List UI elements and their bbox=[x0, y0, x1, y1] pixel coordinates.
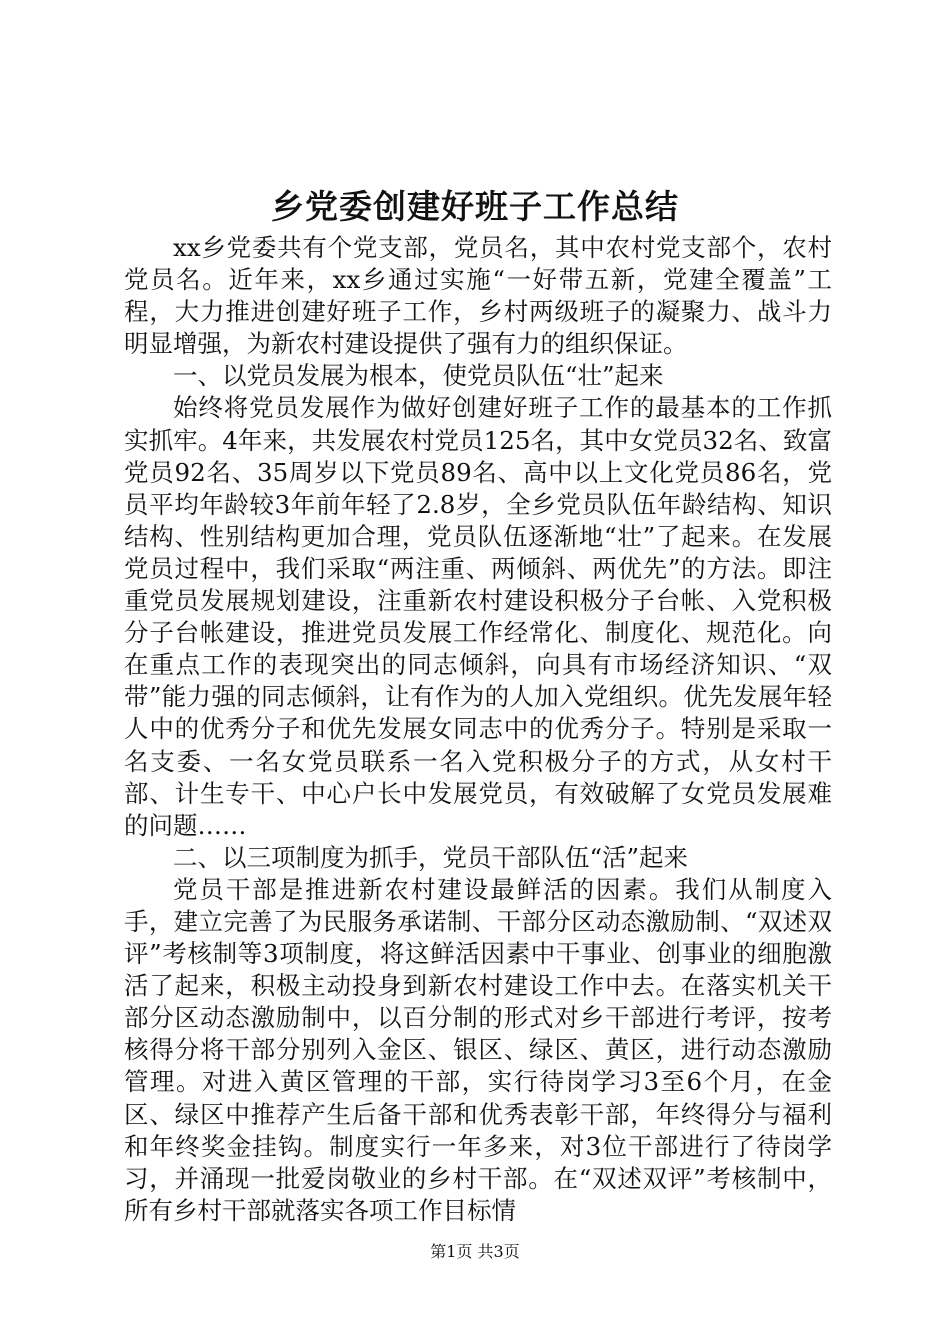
paragraph-section-1: 始终将党员发展作为做好创建好班子工作的最基本的工作抓实抓牢。4年来，共发展农村党员125名，其中女党员32名、致富党员92名、35周岁以下党员89名、高中以上文化党员86名，党员平均年龄较3年前年轻了2.8岁，全乡党员队伍年龄结构、知识结构、性别结构更加合理，党员队伍逐渐地“壮”了起来。在发展党员过程中，我们采取“两注重、两倾斜、两优先”的方法。即注重党员发展规划建设，注重新农村建设积极分子台帐、入党积极分子台帐建设，推进党员发展工作经常化、制度化、规范化。向在重点工作的表现突出的同志倾斜，向具有市场经济知识、“双带”能力强的同志倾斜，让有作为的人加入党组织。优先发展年轻人中的优秀分子和优先发展女同志中的优秀分子。特别是采取一名支委、一名女党员联系一名入党积极分子的方式，从女村干部、计生专干、中心户长中发展党员，有效破解了女党员发展难的问题…… bbox=[124, 393, 832, 840]
document-title: 乡党委创建好班子工作总结 bbox=[271, 187, 679, 226]
page-footer bbox=[0, 1240, 950, 1264]
page-number-total: 共3页 bbox=[477, 1242, 520, 1261]
page-number-current: 第1页 bbox=[430, 1242, 473, 1261]
section-heading-1: 一、以党员发展为根本，使党员队伍“壮”起来 bbox=[173, 361, 664, 391]
document-body bbox=[124, 232, 832, 1227]
paragraph-section-2: 党员干部是推进新农村建设最鲜活的因素。我们从制度入手，建立完善了为民服务承诺制、干部分区动态激励制、“双述双评”考核制等3项制度，将这鲜活因素中干事业、创事业的细胞激活了起来，积极主动投身到新农村建设工作中去。在落实机关干部分区动态激励制中，以百分制的形式对乡干部进行考评，按考核得分将干部分别列入金区、银区、绿区、黄区，进行动态激励管理。对进入黄区管理的干部，实行待岗学习3至6个月，在金区、绿区中推荐产生后备干部和优秀表彰干部，年终得分与福利和年终奖金挂钩。制度实行一年多来，对3位干部进行了待岗学习，并涌现一批爱岗敬业的乡村干部。在“双述双评”考核制中，所有乡村干部就落实各项工作目标情 bbox=[124, 874, 832, 1225]
paragraph-intro: xx乡党委共有个党支部，党员名，其中农村党支部个，农村党员名。近年来，xx乡通过实施“一好带五新，党建全覆盖”工程，大力推进创建好班子工作，乡村两级班子的凝聚力、战斗力明显增强，为新农村建设提供了强有力的组织保证。 bbox=[124, 233, 832, 359]
section-heading-2: 二、以三项制度为抓手，党员干部队伍“活”起来 bbox=[173, 842, 689, 872]
